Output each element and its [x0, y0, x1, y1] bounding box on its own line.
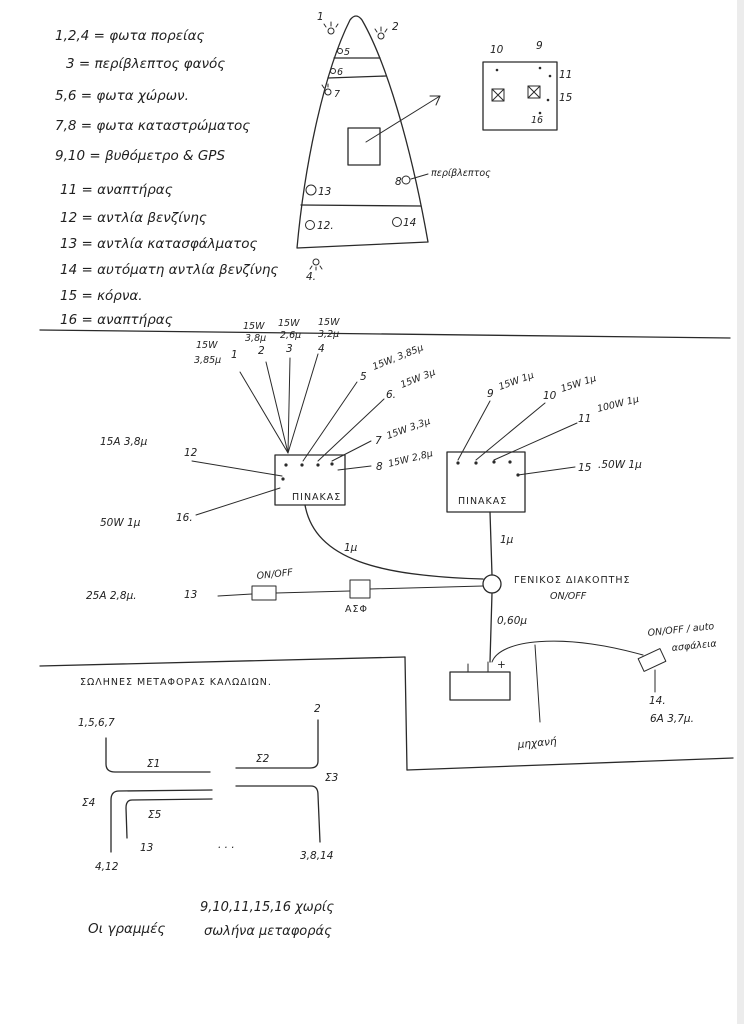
instrument-dot-16: [539, 112, 542, 115]
circuit-14-number: 14.: [649, 695, 666, 707]
boat-label-8: 8: [395, 176, 402, 188]
instrument-label-16: 16: [531, 115, 544, 126]
legend-item-sounder-gps: 9,10 = βυθόμετρο & GPS: [55, 148, 226, 164]
main-switch-label: ΓΕΝΙΚΟΣ ΔΙΑΚΟΠΤΗΣ: [514, 575, 631, 586]
boat-label-5: 5: [344, 47, 351, 58]
main-switch-state: ON/OFF: [550, 591, 587, 602]
boat-label-12: 12.: [317, 220, 334, 232]
engine-label: μηχανή: [517, 735, 558, 751]
fuse-13-label: ΑΣΦ: [345, 604, 368, 615]
panel-left-terminal: [300, 463, 303, 466]
conduit-end-1567: 1,5,6,7: [78, 717, 115, 729]
panel-right-terminal: [474, 461, 477, 464]
circuit-3-power: 15W: [278, 318, 300, 329]
circuit-9-number: 9: [487, 388, 494, 400]
circuit-4-power: 15W: [318, 317, 340, 328]
circuit-14-spec: 6A 3,7μ.: [650, 713, 694, 725]
legend-item-lighter-16: 16 = αναπτήρας: [60, 312, 173, 328]
circuit-5-spec: 15W, 3,85μ: [371, 342, 426, 373]
circuit-6-spec: 15W 3μ: [399, 366, 438, 391]
battery-feed-length: 0,60μ: [497, 615, 528, 627]
circuit-12-number: 12: [184, 447, 198, 459]
scan-edge-shadow: [737, 0, 744, 1024]
boat-label-6: 6: [337, 67, 344, 78]
panel-right-label: ΠΙΝΑΚΑΣ: [458, 496, 508, 507]
circuit-11-spec: 100W 1μ: [596, 393, 641, 415]
circuit-16-spec: 50W 1μ: [100, 517, 141, 529]
circuit-8-spec: 15W 2,8μ: [387, 448, 435, 470]
legend-item-fuel-pump: 12 = αντλία βενζίνης: [60, 210, 207, 226]
circuit-2-number: 2: [258, 345, 265, 357]
circuit-1-number: 1: [231, 349, 238, 361]
circuit-7-number: 7: [375, 435, 382, 447]
conduits-title: ΣΩΛΗΝΕΣ ΜΕΤΑΦΟΡΑΣ ΚΑΛΩΔΙΩΝ.: [80, 677, 272, 688]
feed-right-length: 1μ: [500, 534, 514, 546]
legend-item-all-round-light: 3 = περίβλεπτος φανός: [66, 56, 226, 72]
panel-left-terminal: [316, 463, 319, 466]
circuit-11-number: 11: [578, 413, 592, 425]
instrument-dot-10: [496, 69, 499, 72]
note-line-1a: Οι γραμμές: [88, 921, 166, 937]
boat-label-13: 13: [318, 186, 332, 198]
circuit-7-spec: 15W 3,3μ: [385, 415, 432, 442]
conduit-label-s5: Σ5: [148, 809, 162, 821]
instrument-label-10: 10: [490, 44, 504, 56]
circuit-15-number: 15: [578, 462, 592, 474]
boat-label-1: 1: [317, 11, 324, 23]
circuit-16-number: 16.: [176, 512, 193, 524]
circuit-13-spec: 25A 2,8μ.: [86, 590, 137, 602]
circuit-10-number: 10: [543, 390, 557, 402]
circuit-5-number: 5: [360, 371, 367, 383]
circuit-12-spec: 15A 3,8μ: [100, 436, 148, 448]
panel-right-terminal: [456, 461, 459, 464]
legend-item-auto-pump: 14 = αυτόματη αντλία βενζίνης: [60, 262, 279, 278]
conduit-end-412: 4,12: [95, 861, 119, 873]
instrument-dot-11: [549, 75, 552, 78]
conduit-continuation-dots: . . .: [218, 839, 235, 851]
conduit-end-2: 2: [314, 703, 321, 715]
switch-14-label-1: ON/OFF / auto: [647, 621, 715, 639]
panel-right-terminal: [508, 460, 511, 463]
circuit-3-number: 3: [286, 343, 293, 355]
note-line-1b: 9,10,11,15,16 χωρίς: [200, 900, 334, 915]
panel-right-terminal: [492, 460, 495, 463]
circuit-15-spec: .50W 1μ: [598, 459, 642, 471]
panel-left-label: ΠΙΝΑΚΑΣ: [292, 492, 342, 503]
instrument-dot-15: [547, 99, 550, 102]
legend-item-lights-navigation: 1,2,4 = φωτα πορείας: [55, 28, 205, 44]
legend-item-horn: 15 = κόρνα.: [60, 288, 143, 304]
boat-label-all-round: περίβλεπτος: [431, 168, 491, 179]
circuit-10-spec: 15W 1μ: [559, 373, 598, 395]
circuit-9-spec: 15W 1μ: [497, 369, 536, 393]
boat-label-4: 4.: [306, 271, 317, 283]
circuit-4-number: 4: [318, 343, 325, 355]
conduit-label-s3: Σ3: [325, 772, 339, 784]
circuit-8-number: 8: [376, 461, 383, 473]
switch-13-label: ON/OFF: [256, 567, 294, 582]
panel-left-terminal: [281, 477, 284, 480]
circuit-4-length: 3,2μ: [318, 329, 340, 340]
conduit-label-s4: Σ4: [82, 797, 96, 809]
instrument-dot-9: [539, 67, 542, 70]
circuit-2-power: 15W: [243, 321, 265, 332]
circuit-2-length: 3,8μ: [245, 333, 267, 344]
feed-left-length: 1μ: [344, 542, 358, 554]
conduit-label-s1: Σ1: [147, 758, 161, 770]
conduit-end-3814: 3,8,14: [300, 850, 334, 862]
panel-left-terminal: [330, 462, 333, 465]
legend-item-bilge-pump: 13 = αντλία κατασφάλματος: [60, 236, 258, 252]
panel-left-terminal: [284, 463, 287, 466]
switch-14-label-2: ασφάλεια: [671, 638, 718, 654]
boat-label-2: 2: [392, 21, 399, 33]
instrument-label-15: 15: [559, 92, 573, 104]
circuit-13-number: 13: [184, 589, 198, 601]
conduit-label-s2: Σ2: [256, 753, 270, 765]
boat-label-7: 7: [334, 89, 341, 100]
legend-item-lighter-11: 11 = αναπτήρας: [60, 182, 173, 198]
circuit-1-length: 3,85μ: [194, 355, 222, 366]
instrument-label-11: 11: [559, 69, 573, 81]
circuit-6-number: 6.: [386, 389, 397, 401]
legend-item-deck-lights: 7,8 = φωτα καταστρώματος: [55, 118, 251, 134]
circuit-1-power: 15W: [196, 340, 218, 351]
conduit-end-13: 13: [140, 842, 154, 854]
legend-item-cabin-lights: 5,6 = φωτα χώρων.: [55, 88, 189, 104]
battery-plus-sign: +: [497, 659, 506, 671]
instrument-label-9: 9: [536, 40, 543, 52]
note-line-2: σωλήνα μεταφοράς: [204, 924, 332, 939]
circuit-3-length: 2,6μ: [280, 330, 302, 341]
boat-label-14: 14: [403, 217, 417, 229]
